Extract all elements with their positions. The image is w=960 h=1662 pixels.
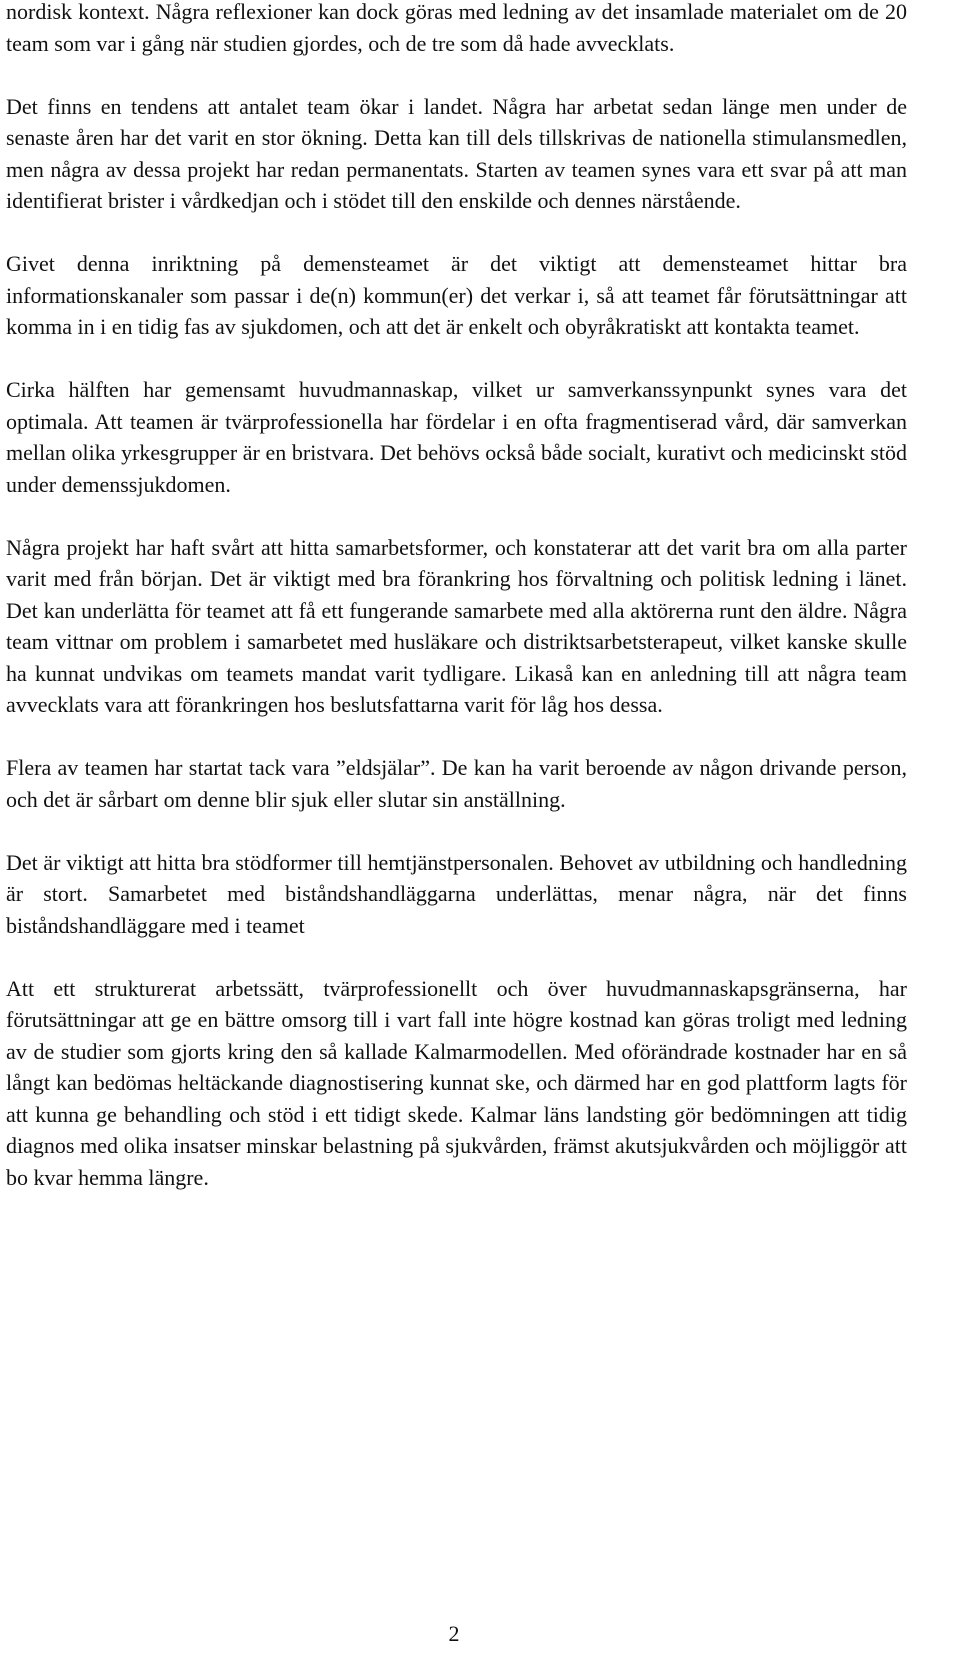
paragraph-3: Givet denna inriktning på demensteamet är det viktigt att demensteamet hittar bra informationskanaler som passar i de(n) kommun(er) det verkar i, så att teamet får förutsättningar att komma in i en tidig fas av sjukdomen, och att det är enkelt och obyråkratiskt att kontakta teamet. (6, 251, 907, 339)
paragraph-5: Några projekt har haft svårt att hitta samarbetsformer, och konstaterar att det varit bra om alla parter varit med från början. Det är viktigt med bra förankring hos förvaltning och politisk ledning i länet. Det kan underlätta för teamet att få ett fungerande samarbete med alla aktörerna runt den äldre. Några team vittnar om problem i samarbetet med husläkare och distriktsarbetsterapeut, vilket kanske skulle ha kunnat undvikas om teamets mandat varit tydligare. Likaså kan en anledning till att några team avvecklats vara att förankringen hos beslutsfattarna varit för låg hos dessa. (6, 534, 907, 717)
body-text (6, 0, 907, 1225)
paragraph-6: Flera av teamen har startat tack vara ”eldsjälar”. De kan ha varit beroende av någon drivande person, och det är sårbart om denne blir sjuk eller slutar sin anställning. (6, 755, 907, 812)
paragraph-4: Cirka hälften har gemensamt huvudmannaskap, vilket ur samverkanssynpunkt synes vara det optimala. Att teamen är tvärprofessionella har fördelar i en ofta fragmentiserad vård, där samverkan mellan olika yrkesgrupper är en bristvara. Det behövs också både socialt, kurativt och medicinskt stöd under demenssjukdomen. (6, 377, 907, 497)
paragraph-1: nordisk kontext. Några reflexioner kan dock göras med ledning av det insamlade materialet om de 20 team som var i gång när studien gjordes, och de tre som då hade avvecklats. (6, 0, 907, 56)
paragraph-7: Det är viktigt att hitta bra stödformer till hemtjänstpersonalen. Behovet av utbildning och handledning är stort. Samarbetet med biståndshandläggarna underlättas, menar några, när det finns biståndshandläggare med i teamet (6, 849, 907, 938)
paragraph-2: Det finns en tendens att antalet team ökar i landet. Några har arbetat sedan länge men under de senaste åren har det varit en stor ökning. Detta kan till dels tillskrivas de nationella stimulansmedlen, men några av dessa projekt har redan permanentats. Starten av teamen synes vara ett svar på att man identifierat brister i vårdkedjan och i stödet till den enskilde och dennes närstående. (6, 93, 907, 213)
paragraph-8: Att ett strukturerat arbetssätt, tvärprofessionellt och över huvudmannaskapsgränserna, har förutsättningar att ge en bättre omsorg till i vart fall inte högre kostnad kan göras troligt med ledning av de studier som gjorts kring den så kallade Kalmarmodellen. Med oförändrade kostnader har en så långt kan bedömas heltäckande diagnostisering kunnat ske, och därmed har en god plattform lagts för att kunna ge behandling och stöd i ett tidigt skede. Kalmar läns landsting gör bedömningen att tidig diagnos med olika insatser minskar belastning på sjukvården, främst akutsjukvården och möjliggör att bo kvar hemma längre. (6, 975, 907, 1190)
page-number: 2 (448, 1621, 460, 1646)
